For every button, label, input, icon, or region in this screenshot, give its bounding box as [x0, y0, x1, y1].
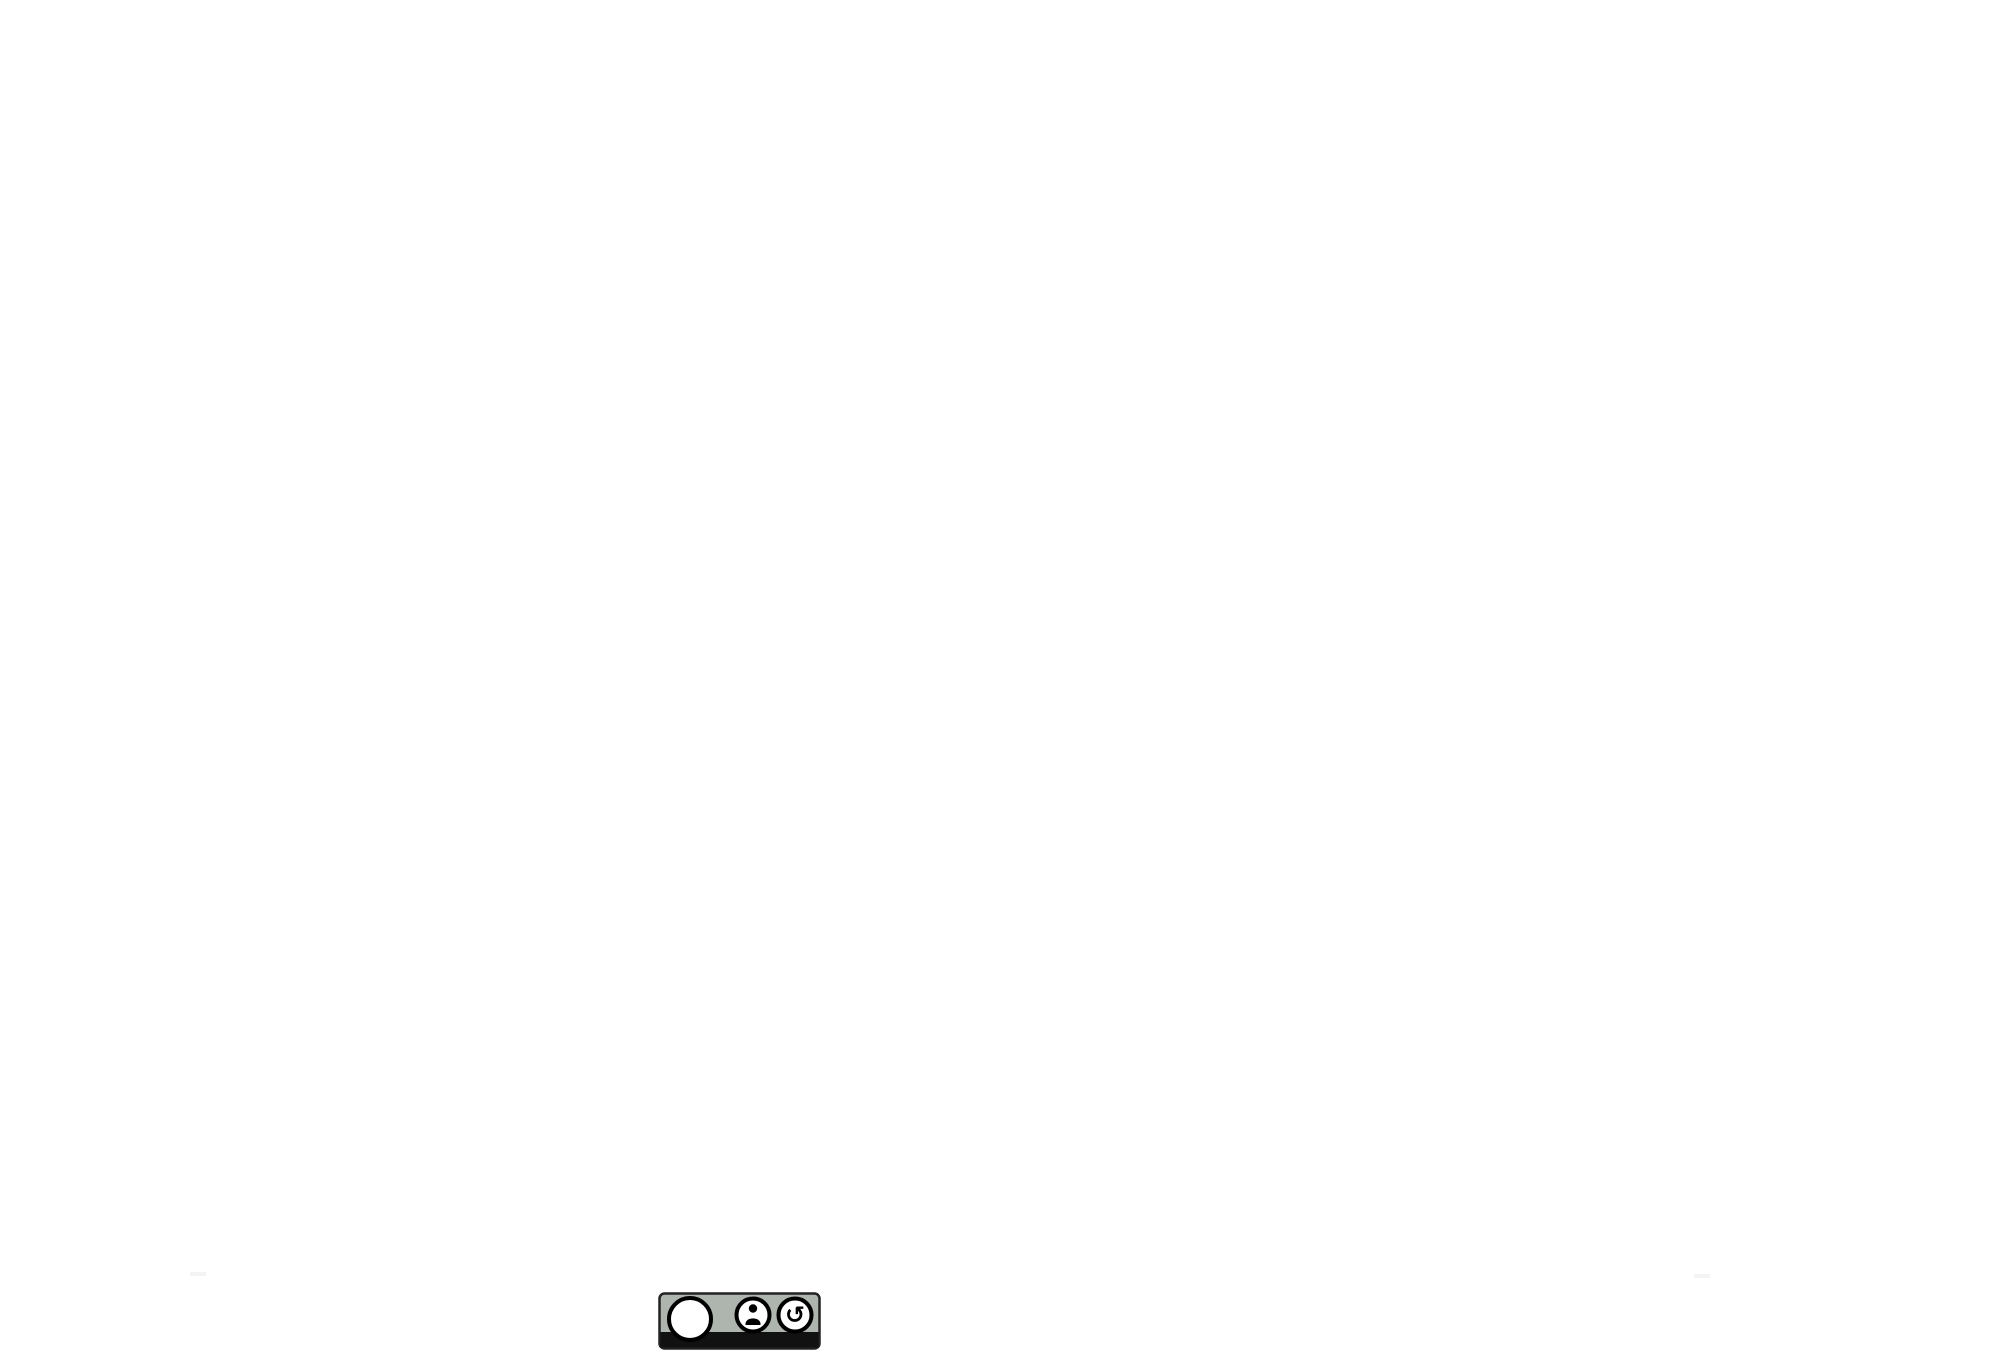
reference-height-annotation: [190, 1272, 206, 1276]
person-icon: [737, 1299, 770, 1332]
cc-icon: [669, 1298, 711, 1340]
cc-by-sa-badge: [658, 1292, 821, 1350]
wv-calibration-annotation: [1694, 1274, 1710, 1278]
svg-text:↺: ↺: [784, 1301, 806, 1329]
